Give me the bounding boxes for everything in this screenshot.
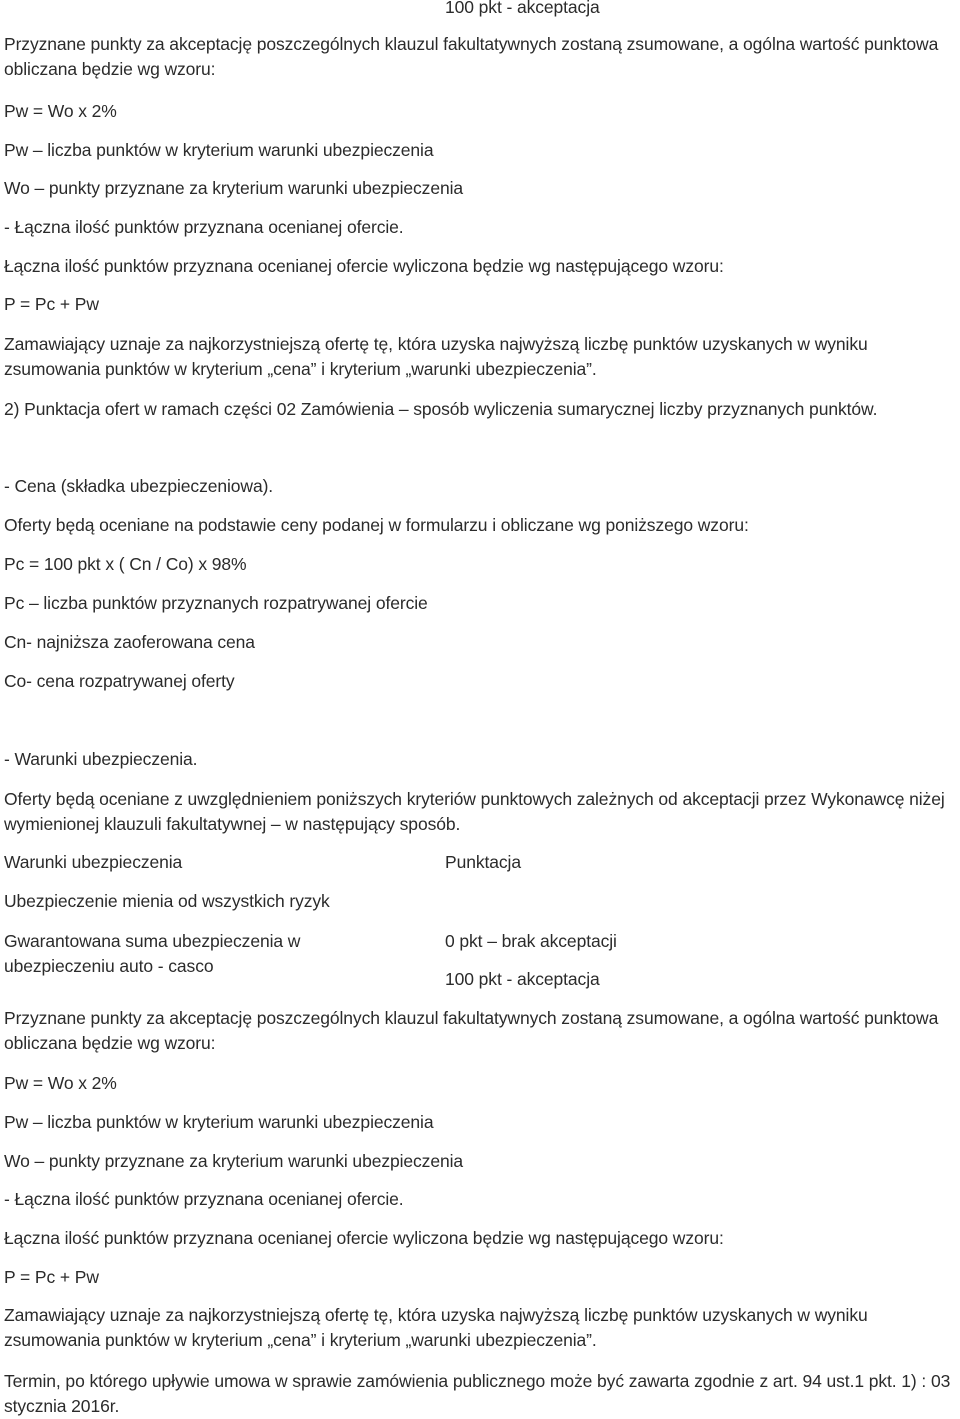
contract-deadline: Termin, po którego upływie umowa w sprawie zamówienia publicznego może być zawarta zgodnie z art. 94 ust.1 pkt. 1) : 03 stycznia 2016r. — [4, 1371, 951, 1416]
wo-definition-2: Wo – punkty przyznane za kryterium warunki ubezpieczenia — [4, 1151, 464, 1171]
score-acceptance: 100 pkt - akceptacja — [445, 0, 600, 17]
table-header-conditions: Warunki ubezpieczenia — [4, 852, 183, 872]
formula-pc: Pc = 100 pkt x ( Cn / Co) x 98% — [4, 554, 247, 574]
best-offer-rule-2: Zamawiający uznaje za najkorzystniejszą ofertę tę, która uzyska najwyższą liczbę punktów uzyskanych w wyniku zsumowania punktów w kryterium „cena” i kryterium „warunki ubezpieczenia”. — [4, 1305, 868, 1350]
best-offer-rule: Zamawiający uznaje za najkorzystniejszą ofertę tę, która uzyska najwyższą liczbę punktów uzyskanych w wyniku zsumowania punktów w kryterium „cena” i kryterium „warunki ubezpieczenia”. — [4, 334, 868, 379]
total-points-heading: - Łączna ilość punktów przyznana ocenianej ofercie. — [4, 217, 404, 237]
table-header-scoring: Punktacja — [445, 852, 521, 872]
points-sum-intro: Przyznane punkty za akceptację poszczególnych klauzul fakultatywnych zostaną zsumowane, a ogólna wartość punktowa obliczana będzie wg wzoru: — [4, 34, 939, 79]
formula-pw-2: Pw = Wo x 2% — [4, 1073, 117, 1093]
part2-heading: 2) Punktacja ofert w ramach części 02 Zamówienia – sposób wyliczenia sumarycznej liczby przyznanych punktów. — [4, 399, 878, 419]
table-score-none: 0 pkt – brak akceptacji — [445, 931, 617, 951]
price-heading: - Cena (składka ubezpieczeniowa). — [4, 476, 274, 496]
total-points-intro-2: Łączna ilość punktów przyznana ocenianej ofercie wyliczona będzie wg następującego wzoru: — [4, 1228, 724, 1248]
points-sum-intro-2: Przyznane punkty za akceptację poszczególnych klauzul fakultatywnych zostaną zsumowane, a ogólna wartość punktowa obliczana będzie wg wzoru: — [4, 1008, 939, 1053]
total-points-intro: Łączna ilość punktów przyznana ocenianej ofercie wyliczona będzie wg następującego wzoru: — [4, 256, 724, 276]
formula-p: P = Pc + Pw — [4, 294, 99, 314]
formula-p-2: P = Pc + Pw — [4, 1267, 99, 1287]
conditions-heading: - Warunki ubezpieczenia. — [4, 749, 198, 769]
wo-definition: Wo – punkty przyznane za kryterium warunki ubezpieczenia — [4, 178, 464, 198]
pc-definition: Pc – liczba punktów przyznanych rozpatrywanej ofercie — [4, 593, 428, 613]
total-points-heading-2: - Łączna ilość punktów przyznana ocenianej ofercie. — [4, 1189, 404, 1209]
table-clause-guaranteed-sum: Gwarantowana suma ubezpieczenia w ubezpieczeniu auto - casco — [4, 931, 301, 976]
formula-pw: Pw = Wo x 2% — [4, 101, 117, 121]
table-score-accept: 100 pkt - akceptacja — [445, 969, 600, 989]
price-intro: Oferty będą oceniane na podstawie ceny podanej w formularzu i obliczane wg poniższego wzoru: — [4, 515, 749, 535]
conditions-intro: Oferty będą oceniane z uwzględnieniem poniższych kryteriów punktowych zależnych od akceptacji przez Wykonawcę niżej wymienionej klauzuli fakultatywnej – w następujący sposób. — [4, 789, 945, 834]
pw-definition-2: Pw – liczba punktów w kryterium warunki ubezpieczenia — [4, 1112, 434, 1132]
pw-definition: Pw – liczba punktów w kryterium warunki ubezpieczenia — [4, 140, 434, 160]
co-definition: Co- cena rozpatrywanej oferty — [4, 671, 235, 691]
cn-definition: Cn- najniższa zaoferowana cena — [4, 632, 255, 652]
table-section-property: Ubezpieczenie mienia od wszystkich ryzyk — [4, 891, 330, 911]
